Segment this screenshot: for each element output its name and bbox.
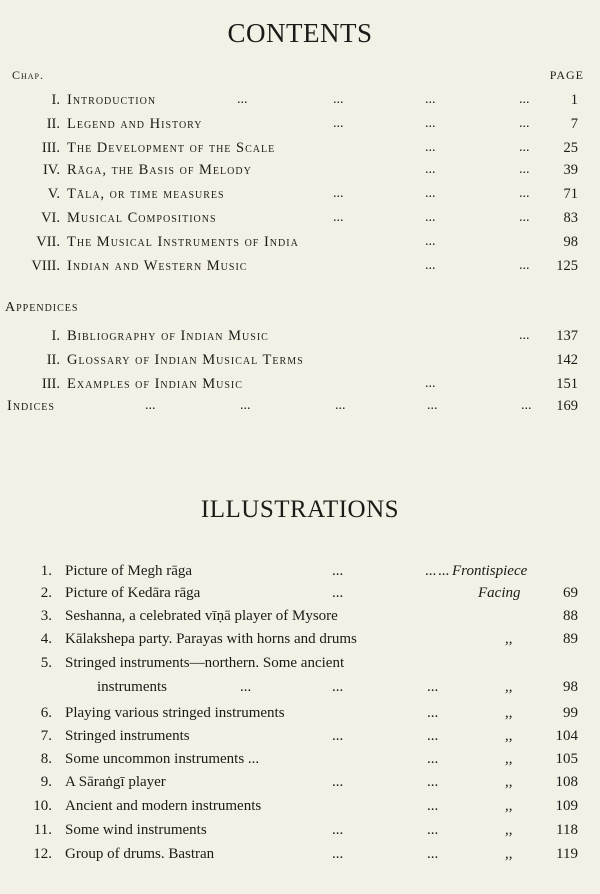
illustration-row	[0, 774, 600, 796]
chapter-page: 1	[570, 92, 578, 108]
leader-dots: ...	[332, 563, 344, 579]
illustration-row	[0, 822, 600, 844]
appendices-label: Appendices	[5, 300, 79, 315]
chapter-number: I.	[51, 92, 60, 108]
chapter-number: III.	[41, 140, 60, 156]
illustration-row	[0, 563, 600, 585]
illustration-page: 88	[563, 608, 578, 624]
chapter-number: VI.	[41, 210, 60, 226]
illustration-title: Ancient and modern instruments	[65, 798, 262, 814]
illustration-note: Facing	[478, 585, 521, 601]
chapter-title: Musical Compositions	[67, 210, 217, 226]
ditto-mark: ,,	[505, 728, 513, 744]
leader-dots: ...	[333, 92, 344, 107]
chapter-row	[0, 92, 600, 114]
indices-page: 169	[556, 398, 578, 414]
illustration-page: 104	[555, 728, 578, 744]
appendix-page: 142	[556, 352, 578, 368]
appendix-number: II.	[46, 352, 60, 368]
chapter-title: Tāla, or time measures	[67, 186, 225, 202]
leader-dots: ...	[425, 234, 436, 249]
illustration-number: 5.	[40, 655, 52, 671]
leader-dots: ...	[145, 398, 156, 413]
leader-dots: ...	[427, 822, 439, 838]
leader-dots: ...	[425, 140, 436, 155]
appendix-row	[0, 352, 600, 374]
illustration-title: Some wind instruments	[65, 822, 207, 838]
illustration-number: 9.	[40, 774, 52, 790]
contents-heading: CONTENTS	[227, 18, 373, 48]
leader-dots: ...	[519, 186, 530, 201]
illustration-title: Stringed instruments—northern. Some ancient	[65, 655, 345, 671]
ditto-mark: ,,	[505, 679, 513, 695]
chapter-page: 98	[563, 234, 578, 250]
leader-dots: ...	[332, 728, 344, 744]
illustration-row	[0, 751, 600, 773]
leader-dots: ...	[237, 92, 248, 107]
leader-dots: ...	[332, 679, 344, 695]
chapter-page: 71	[563, 186, 578, 202]
illustration-page: 118	[556, 822, 578, 838]
appendix-number: III.	[41, 376, 60, 392]
chapter-number: II.	[46, 116, 60, 132]
illustration-note: Frontispiece	[452, 563, 528, 579]
ditto-mark: ,,	[505, 822, 513, 838]
leader-dots: ...	[519, 92, 530, 107]
illustration-row	[0, 705, 600, 727]
leader-dots: ...	[332, 822, 344, 838]
ditto-mark: ,,	[505, 751, 513, 767]
illustration-title: Kālakshepa party. Parayas with horns and drums	[65, 631, 357, 647]
chapter-page: 83	[563, 210, 578, 226]
illustration-page: 99	[563, 705, 578, 721]
illustration-number: 6.	[40, 705, 52, 721]
leader-dots: ...	[425, 116, 436, 131]
leader-dots: ...	[333, 210, 344, 225]
leader-dots: ...	[427, 774, 439, 790]
appendix-title: Examples of Indian Music	[67, 376, 243, 392]
leader-dots: ...	[425, 186, 436, 201]
illustration-row	[0, 585, 600, 607]
ditto-mark: ,,	[505, 798, 513, 814]
illustration-title: Some uncommon instruments ...	[65, 751, 260, 767]
chapter-row	[0, 210, 600, 232]
illustration-title: Stringed instruments	[65, 728, 190, 744]
illustration-number: 8.	[40, 751, 52, 767]
leader-dots: ...	[519, 210, 530, 225]
leader-dots: ...	[519, 258, 530, 273]
illustration-number: 10.	[33, 798, 52, 814]
leader-dots: ...	[521, 398, 532, 413]
chapter-title: Introduction	[67, 92, 157, 108]
chapter-row	[0, 162, 600, 184]
illustration-page: 108	[555, 774, 578, 790]
illustration-title: A Sāraṅgī player	[65, 774, 166, 790]
leader-dots: ...	[333, 186, 344, 201]
ditto-mark: ,,	[505, 705, 513, 721]
chapter-page: 25	[563, 140, 578, 156]
illustration-number: 2.	[40, 585, 52, 601]
leader-dots: ...	[332, 846, 344, 862]
illustration-row	[0, 655, 600, 701]
chapter-number: VII.	[36, 234, 60, 250]
illustration-number: 11.	[33, 822, 52, 838]
leader-dots: ...	[425, 563, 437, 579]
leader-dots: ...	[332, 585, 344, 601]
leader-dots: ...	[427, 846, 439, 862]
illustration-page: 109	[555, 798, 578, 814]
illustration-row	[0, 631, 600, 653]
chapter-title: Rāga, the Basis of Melody	[67, 162, 252, 178]
illustration-number: 4.	[40, 631, 52, 647]
leader-dots: ...	[425, 162, 436, 177]
illustration-row	[0, 846, 600, 868]
illustration-number: 3.	[40, 608, 52, 624]
ditto-mark: ,,	[505, 631, 513, 647]
illustration-page: 119	[556, 846, 578, 862]
page-column-label: PAGE	[549, 68, 584, 82]
illustration-page: 89	[563, 631, 578, 647]
chapter-row	[0, 140, 600, 162]
illustrations-heading: ILLUSTRATIONS	[200, 496, 400, 523]
leader-dots: ...	[427, 705, 439, 721]
chapter-row	[0, 116, 600, 138]
appendix-title: Glossary of Indian Musical Terms	[67, 352, 304, 368]
leader-dots: ...	[332, 774, 344, 790]
chapter-number: VIII.	[31, 258, 60, 274]
chapter-title: The Development of the Scale	[67, 140, 276, 156]
leader-dots: ...	[425, 376, 436, 391]
leader-dots: ...	[519, 162, 530, 177]
illustration-page: 105	[555, 751, 578, 767]
leader-dots: ...	[333, 116, 344, 131]
indices-row	[0, 398, 600, 420]
leader-dots: ...	[427, 679, 439, 695]
leader-dots: ...	[427, 751, 439, 767]
leader-dots: ...	[427, 728, 439, 744]
leader-dots: ...	[240, 398, 251, 413]
chap-column-label: Chap.	[12, 68, 45, 82]
chapter-title: Legend and History	[67, 116, 203, 132]
leader-dots: ...	[425, 92, 436, 107]
chapter-title: The Musical Instruments of India	[67, 234, 299, 250]
leader-dots: ...	[519, 140, 530, 155]
chapter-row	[0, 186, 600, 208]
illustration-title: Picture of Kedāra rāga	[65, 585, 201, 601]
illustration-number: 1.	[40, 563, 52, 579]
leader-dots: ...	[519, 116, 530, 131]
leader-dots: ...	[240, 679, 252, 695]
leader-dots: ...	[425, 210, 436, 225]
leader-dots: ...	[427, 398, 438, 413]
chapter-page: 7	[570, 116, 578, 132]
illustration-title: Group of drums. Bastran	[65, 846, 215, 862]
illustration-title-continued: instruments	[97, 679, 167, 695]
illustration-title: Picture of Megh rāga	[65, 563, 193, 579]
appendix-page: 151	[556, 376, 578, 392]
chapter-page: 39	[563, 162, 578, 178]
illustration-page: 98	[563, 679, 578, 695]
illustration-title: Seshanna, a celebrated vīṇā player of Mysore	[65, 608, 338, 624]
chapter-row	[0, 234, 600, 256]
appendix-row	[0, 328, 600, 350]
illustration-row	[0, 608, 600, 630]
illustration-page: 69	[563, 585, 578, 601]
leader-dots: ...	[335, 398, 346, 413]
leader-dots: ...	[438, 563, 450, 579]
chapter-number: IV.	[42, 162, 60, 178]
illustration-row	[0, 798, 600, 820]
chapter-page: 125	[556, 258, 578, 274]
illustration-title: Playing various stringed instruments	[65, 705, 285, 721]
leader-dots: ...	[425, 258, 436, 273]
illustration-number: 7.	[40, 728, 52, 744]
chapter-number: V.	[47, 186, 60, 202]
chapter-row	[0, 258, 600, 280]
appendix-page: 137	[556, 328, 578, 344]
indices-title: Indices	[7, 398, 55, 414]
ditto-mark: ,,	[505, 846, 513, 862]
appendix-row	[0, 376, 600, 398]
appendix-title: Bibliography of Indian Music	[67, 328, 269, 344]
ditto-mark: ,,	[505, 774, 513, 790]
illustration-row	[0, 728, 600, 750]
leader-dots: ...	[427, 798, 439, 814]
leader-dots: ...	[519, 328, 530, 343]
chapter-title: Indian and Western Music	[67, 258, 248, 274]
appendix-number: I.	[51, 328, 60, 344]
illustration-number: 12.	[33, 846, 52, 862]
